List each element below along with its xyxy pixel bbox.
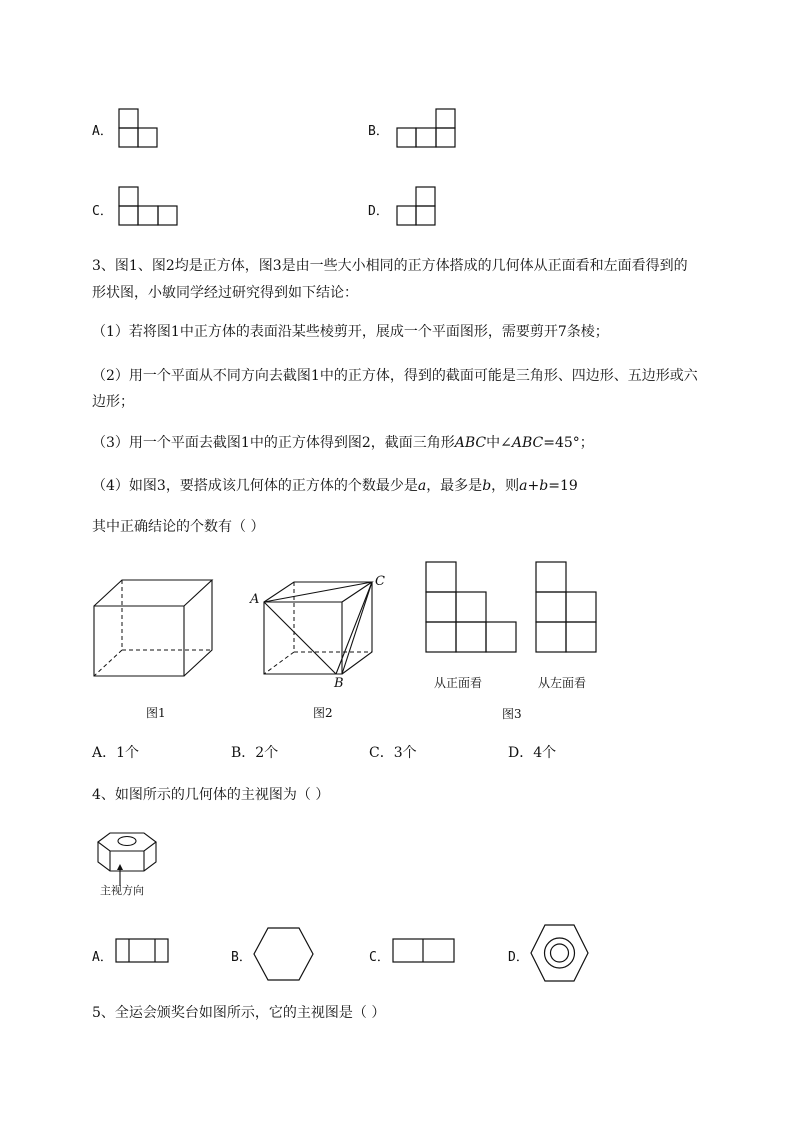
q5-stem: 5、全运会颁奖台如图所示，它的主视图是（ ） <box>92 1005 386 1021</box>
q3-c3-angle-sign: 中∠ <box>486 435 512 451</box>
q3-c3-value: =45°； <box>543 435 594 451</box>
q3-conclusion-4 <box>92 476 578 496</box>
q3-answer-a: A．1个 <box>92 745 140 761</box>
q4-option-c-figure <box>392 938 456 964</box>
q2-option-b-label: B． <box>368 124 389 139</box>
q3-left-view-label: 从左面看 <box>538 676 587 690</box>
q3-c4-text2: ，最多是 <box>426 478 483 494</box>
q3-c4-text3: ，则 <box>491 478 520 494</box>
q3-figure1-caption: 图1 <box>146 706 166 720</box>
q3-figure2-label-a: A <box>250 592 260 607</box>
q4-option-d-label: D． <box>508 950 529 965</box>
q3-stem-line2: 形状图，小敏同学经过研究得到如下结论： <box>92 285 358 301</box>
q3-stem-line1: 3、图1、图2均是正方体，图3是由一些大小相同的正方体搭成的几何体从正面看和左面看得到的 <box>92 258 688 274</box>
q2-option-b-figure <box>396 108 458 148</box>
q3-c4-result: =19 <box>548 478 578 494</box>
q3-conclusion-1: （1）若将图1中正方体的表面沿某些棱剪开，展成一个平面图形，需要剪开7条棱； <box>92 324 609 340</box>
q2-option-a-figure <box>118 108 160 148</box>
q3-figure3-left-view <box>534 561 598 653</box>
q3-c3-triangle: ABC <box>454 435 487 451</box>
q4-option-d-hexagon-circle <box>530 924 590 982</box>
q4-option-b-hexagon <box>253 927 315 981</box>
q2-option-c-figure <box>118 186 180 226</box>
q3-front-view-label: 从正面看 <box>434 676 483 690</box>
q3-figure2-label-b: B <box>334 676 344 691</box>
q2-option-a-label: A． <box>92 124 113 139</box>
q4-option-c-label: C． <box>369 950 390 965</box>
q3-c4-var-b: b <box>482 478 492 494</box>
q3-figure2-cube-section <box>262 578 384 678</box>
q3-c4-var-a2: a <box>519 478 528 494</box>
q3-figure3-front-view <box>424 561 518 653</box>
q3-c4-plus: + <box>527 478 540 494</box>
q4-option-b-label: B． <box>231 950 252 965</box>
q3-c3-text: （3）用一个平面去截图1中的正方体得到图2，截面三角形 <box>92 435 455 451</box>
q3-conclusion-3 <box>92 433 594 453</box>
q4-option-a-label: A． <box>92 950 113 965</box>
q4-stem: 4、如图所示的几何体的主视图为（ ） <box>92 787 330 803</box>
q3-figure1-cube <box>92 578 214 678</box>
q4-option-a-figure <box>115 938 169 964</box>
q3-answer-b: B．2个 <box>231 745 279 761</box>
q3-c4-var-a: a <box>417 478 427 494</box>
q3-conclusion-2-line2: 边形； <box>92 394 134 410</box>
q2-option-d-label: D． <box>368 204 389 219</box>
q3-c4-var-b2: b <box>539 478 549 494</box>
q4-direction-label: 主视方向 <box>100 884 144 897</box>
q2-option-c-label: C． <box>92 204 113 219</box>
q3-c4-text: （4）如图3，要搭成该几何体的正方体的个数最少是 <box>92 478 418 494</box>
q2-option-d-figure <box>396 186 438 226</box>
q3-figure3-caption: 图3 <box>502 707 522 721</box>
q3-answer-c: C．3个 <box>369 745 417 761</box>
q4-hex-nut-figure <box>96 830 160 890</box>
q3-c3-angle: ABC <box>511 435 544 451</box>
q3-figure2-caption: 图2 <box>313 706 333 720</box>
q3-ask: 其中正确结论的个数有（ ） <box>92 519 265 535</box>
q3-conclusion-2-line1: （2）用一个平面从不同方向去截图1中的正方体，得到的截面可能是三角形、四边形、五边形或六 <box>92 368 698 384</box>
q3-figure2-label-c: C <box>375 574 385 589</box>
q3-answer-d: D．4个 <box>508 745 557 761</box>
